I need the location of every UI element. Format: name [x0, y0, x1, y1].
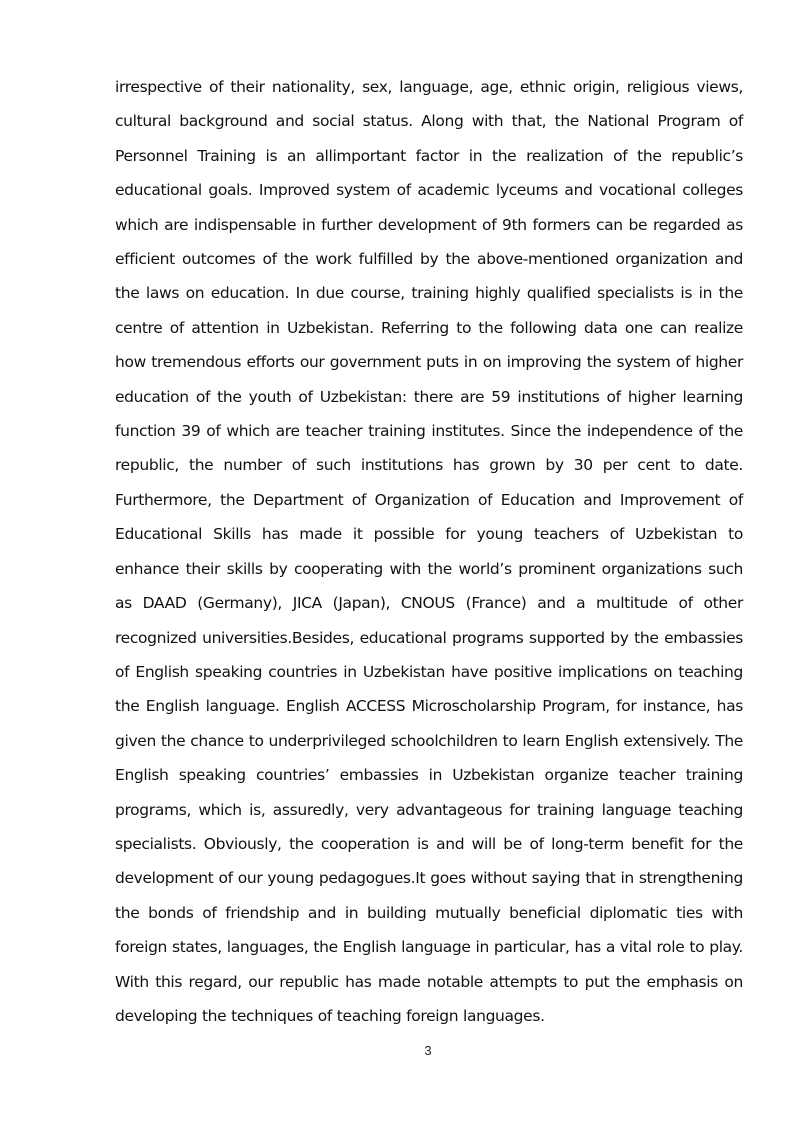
body-paragraph: irrespective of their nationality, sex, language, age, ethnic origin, religious views, cultural background and social status. Along with that, the National Program of Personnel Training is an allimportant factor in the realization of the republic’s educational goals. Improved system of academic lyceums and vocational colleges which are indispensable in further development of 9th formers can be regarded as efficient outcomes of the work fulfilled by the above-mentioned organization and the laws on education. In due course, training highly qualified specialists is in the centre of attention in Uzbekistan. Referring to the following data one can realize how tremendous efforts our government puts in on improving the system of higher education of the youth of Uzbekistan: there are 59 institutions of higher learning function 39 of which are teacher training institutes. Since the independence of the republic, the number of such institutions has grown by 30 per cent to date. Furthermore, the Department of Organization of Education and Improvement of Educational Skills has made it possible for young teachers of Uzbekistan to enhance their skills by cooperating with the world’s prominent organizations such as DAAD (Germany), JICA (Japan), CNOUS (France) and a multitude of other recognized universities.Besides, educational programs supported by the embassies of English speaking countries in Uzbekistan have positive implications on teaching the English language. English ACCESS Microscholarship Program, for instance, has given the chance to underprivileged schoolchildren to learn English extensively. The English speaking countries’ embassies in Uzbekistan organize teacher training programs, which is, assuredly, very advantageous for training language teaching specialists. Obviously, the cooperation is and will be of long-term benefit for the development of our young pedagogues.It goes without saying that in strengthening the bonds of friendship and in building mutually beneficial diplomatic ties with foreign states, languages, the English language in particular, has a vital role to play. With this regard, our republic has made notable attempts to put the emphasis on developing the techniques of teaching foreign languages. — [115, 78, 743, 1025]
page-number: 3 — [424, 1043, 432, 1058]
